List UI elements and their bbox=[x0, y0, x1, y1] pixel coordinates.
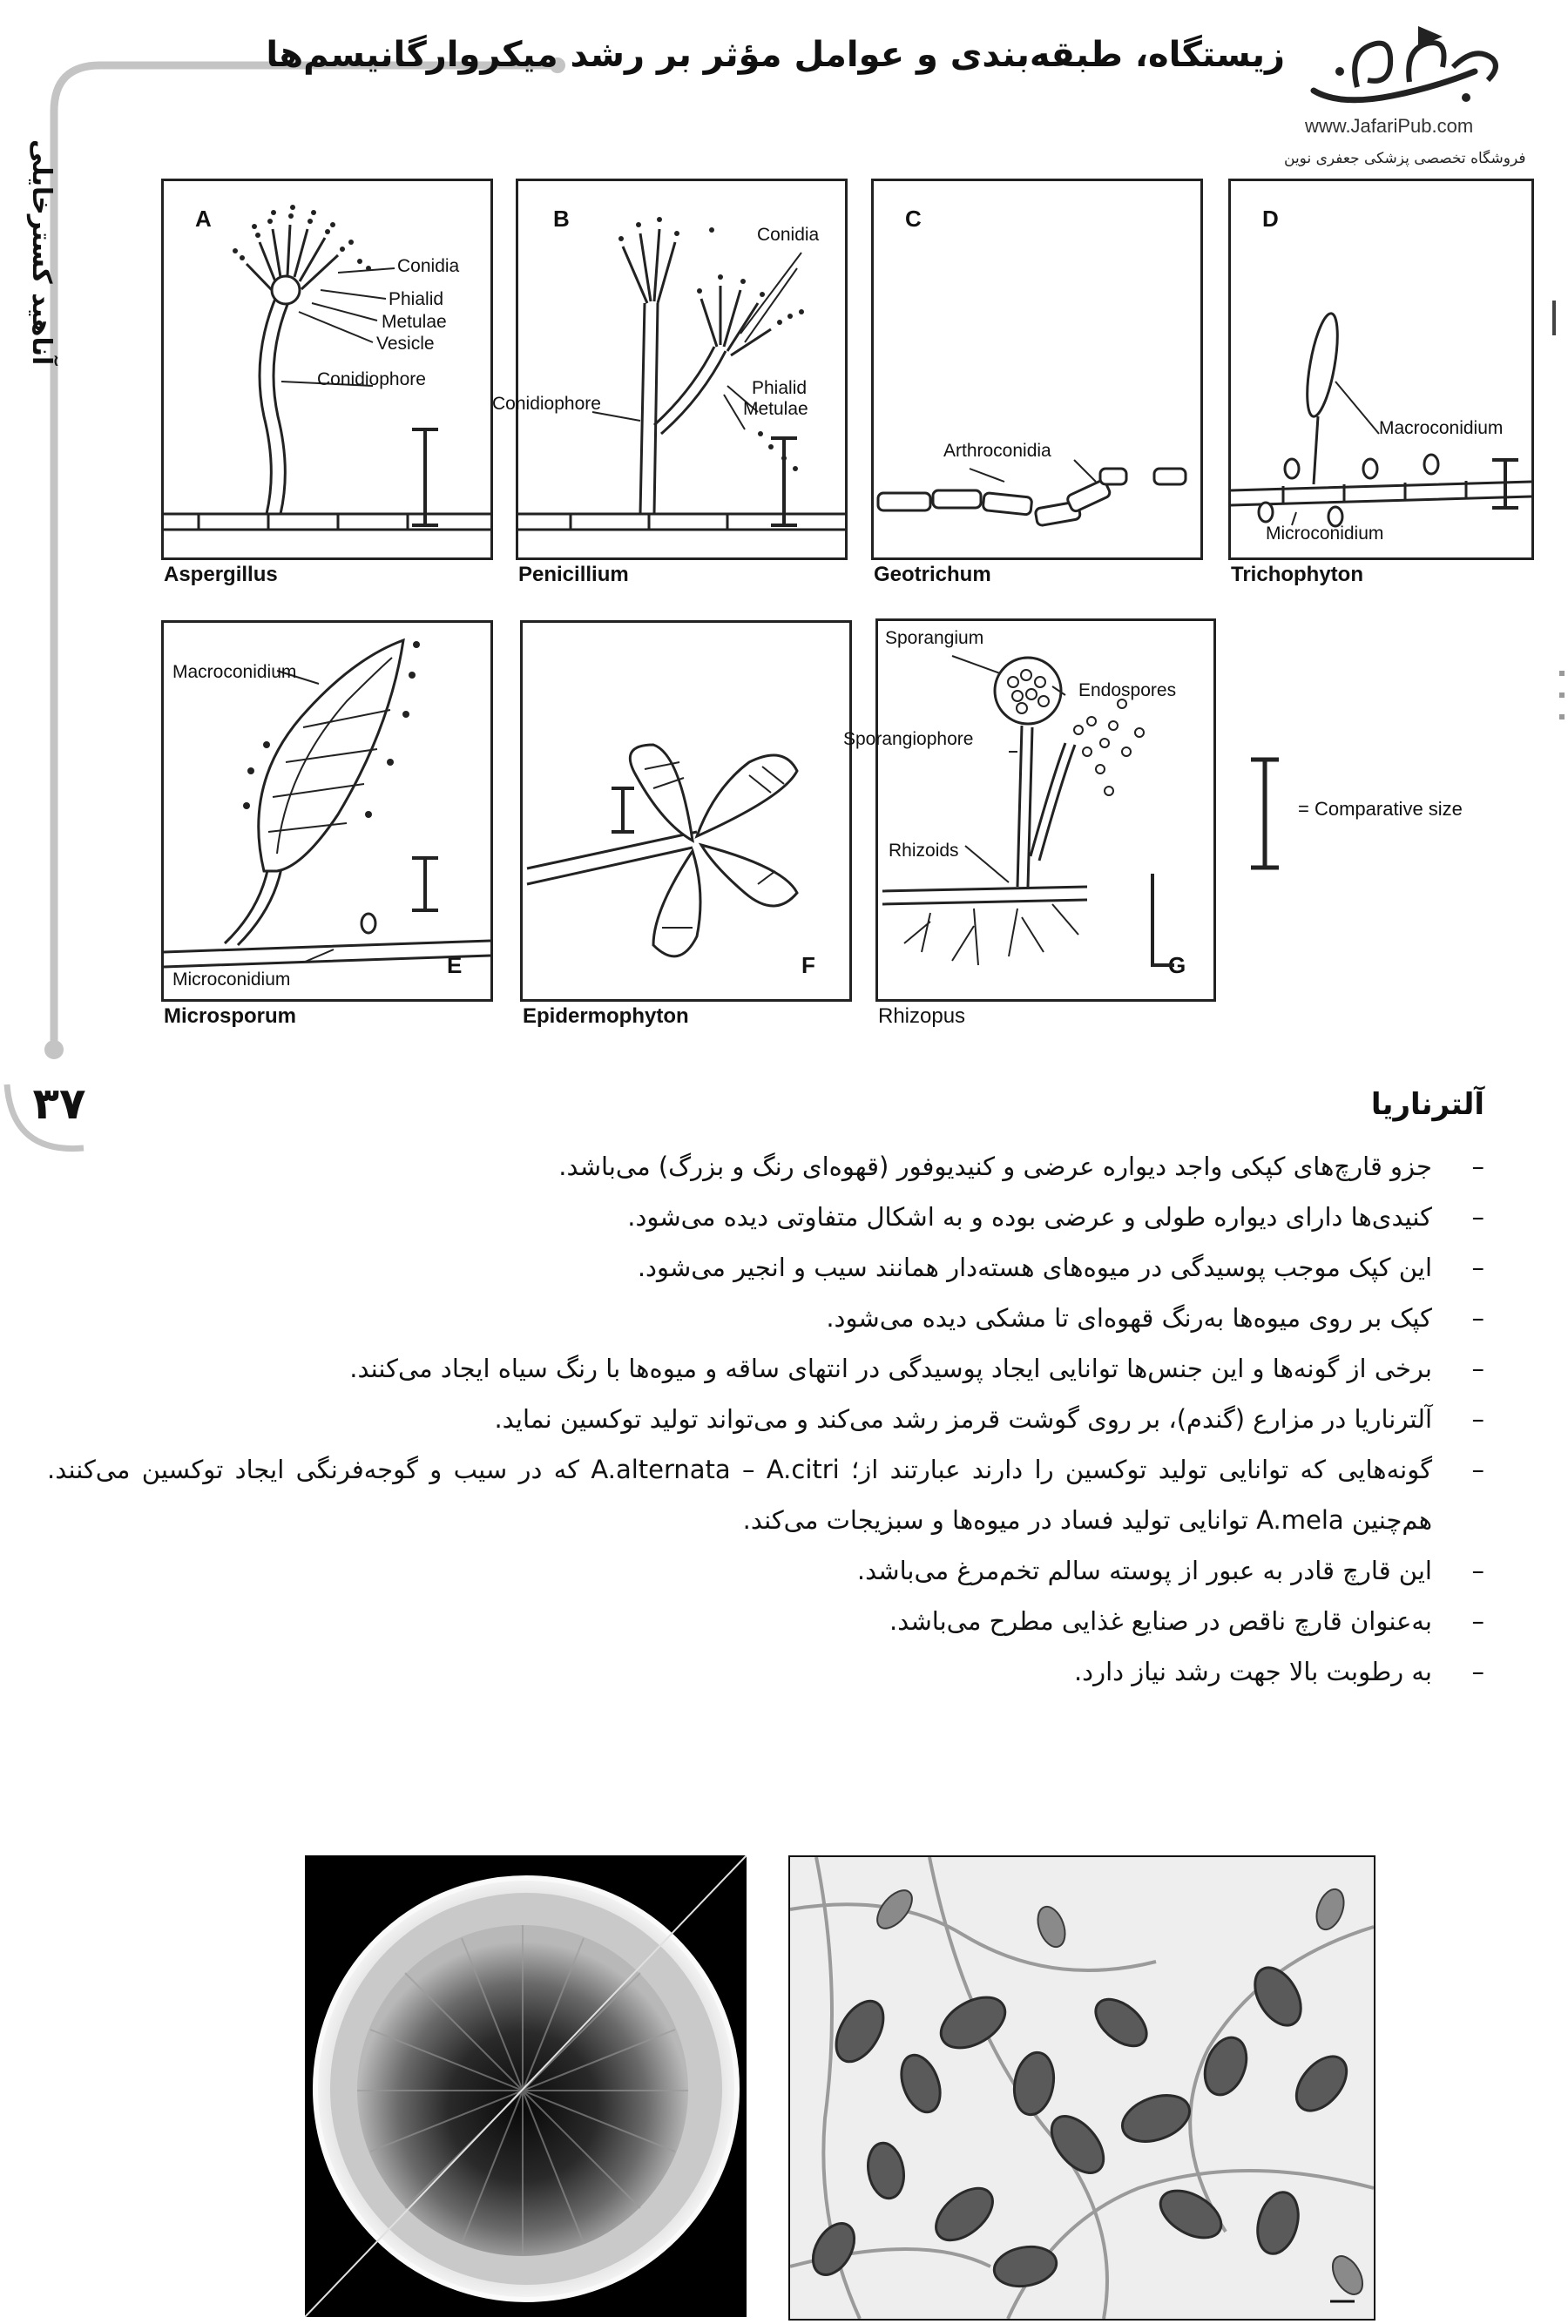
bullet-marker: – bbox=[1471, 1404, 1484, 1434]
bullet-marker: – bbox=[1471, 1556, 1484, 1585]
list-item bbox=[47, 1646, 1484, 1697]
running-header-title: زیستگاه، طبقه‌بندی و عوامل مؤثر بر رشد میکروارگانیسم‌ها bbox=[266, 35, 1285, 75]
label-conidiophore: Conidiophore bbox=[492, 394, 601, 414]
logo-url: www.JafariPub.com bbox=[1305, 115, 1474, 137]
rhizopus-drawing bbox=[878, 621, 1213, 999]
list-item bbox=[47, 1141, 1484, 1192]
list-item bbox=[47, 1444, 1484, 1545]
label-conidiophore: Conidiophore bbox=[317, 369, 426, 389]
bullet-marker: – bbox=[1471, 1253, 1484, 1282]
genus-name: Geotrichum bbox=[874, 563, 991, 586]
bullet-text: کپک بر روی میوه‌ها به‌رنگ قهوه‌ای تا مشکی دیده می‌شود. bbox=[826, 1303, 1432, 1333]
label-arthroconidia: Arthroconidia bbox=[943, 441, 1051, 461]
label-endospores: Endospores bbox=[1078, 680, 1177, 700]
culture-plate-photo bbox=[305, 1855, 747, 2317]
label-metulae: Metulae bbox=[743, 399, 808, 419]
panel-letter: E bbox=[447, 952, 463, 978]
trichophyton-drawing bbox=[1231, 181, 1531, 557]
panel-penicillium bbox=[492, 179, 848, 560]
list-item bbox=[47, 1343, 1484, 1394]
bullet-text: گونه‌هایی که توانایی تولید توکسین را دارند عبارتند از؛ A.alternata – A.citri که در سیب و گوجه‌فرنگی ایجاد توکسین می‌کنند. هم‌چنین A.mela توانایی تولید فساد در میوه‌ها و سبزیجات می‌کند. bbox=[47, 1455, 1432, 1535]
page-number: ۳۷ bbox=[32, 1078, 86, 1129]
bullet-marker: – bbox=[1471, 1455, 1484, 1484]
micrograph-image bbox=[790, 1857, 1374, 2319]
label-sporangium: Sporangium bbox=[885, 628, 984, 648]
label-phialid: Phialid bbox=[752, 378, 808, 398]
geotrichum-drawing bbox=[874, 181, 1200, 557]
label-conidia: Conidia bbox=[397, 256, 460, 276]
label-vesicle: Vesicle bbox=[376, 334, 435, 354]
panel-rhizopus bbox=[843, 618, 1216, 1002]
bullet-marker: – bbox=[1471, 1202, 1484, 1232]
bullet-text: جزو قارچ‌های کپکی واجد دیواره عرضی و کنیدیوفور (قهوه‌ای رنگ و بزرگ) می‌باشد. bbox=[558, 1152, 1432, 1181]
petri-dish-image bbox=[305, 1855, 747, 2317]
panel-letter: F bbox=[801, 952, 815, 978]
logo-tagline: فروشگاه تخصصی پزشکی جعفری نوین bbox=[1284, 150, 1526, 167]
label-macroconidium: Macroconidium bbox=[172, 662, 297, 682]
label-phialid: Phialid bbox=[389, 289, 444, 309]
conidia-micrograph bbox=[788, 1855, 1375, 2321]
list-item bbox=[47, 1596, 1484, 1646]
label-microconidium: Microconidium bbox=[172, 969, 291, 990]
panel-letter: B bbox=[553, 206, 570, 232]
section-heading: آلترناریا bbox=[1370, 1087, 1484, 1122]
panel-microsporum bbox=[161, 620, 493, 1002]
side-author-text: آناهید کسترخایلی bbox=[26, 139, 57, 366]
fungi-morphology-figure bbox=[0, 0, 1568, 1045]
bullet-text: برخی از گونه‌ها و این جنس‌ها توانایی ایجاد پوسیدگی در انتهای ساقه و میوه‌ها با رنگ سیاه ایجاد می‌کنند. bbox=[349, 1354, 1432, 1383]
panel-letter: A bbox=[195, 206, 212, 232]
panel-trichophyton bbox=[1228, 179, 1534, 560]
label-conidia: Conidia bbox=[757, 225, 820, 245]
label-macroconidium: Macroconidium bbox=[1379, 418, 1504, 438]
label-metulae: Metulae bbox=[382, 312, 447, 332]
bullet-text: این قارچ قادر به عبور از پوسته سالم تخم‌مرغ می‌باشد. bbox=[856, 1556, 1432, 1585]
genus-name: Rhizopus bbox=[878, 1004, 966, 1028]
label-rhizoids: Rhizoids bbox=[889, 841, 959, 861]
panel-geotrichum bbox=[871, 179, 1203, 560]
legend-comparative-size: = Comparative size bbox=[1298, 798, 1463, 820]
genus-name: Aspergillus bbox=[164, 563, 278, 586]
bullet-text: کنیدی‌ها دارای دیواره طولی و عرضی بوده و به اشکال متفاوتی دیده می‌شود. bbox=[627, 1202, 1432, 1232]
bullet-marker: – bbox=[1471, 1354, 1484, 1383]
epidermophyton-drawing bbox=[523, 623, 849, 999]
list-item bbox=[47, 1293, 1484, 1343]
panel-letter: C bbox=[905, 206, 922, 232]
bullet-marker: – bbox=[1471, 1152, 1484, 1181]
list-item bbox=[47, 1242, 1484, 1293]
genus-name: Penicillium bbox=[518, 563, 629, 586]
bullet-marker: – bbox=[1471, 1303, 1484, 1333]
list-item bbox=[47, 1394, 1484, 1444]
label-microconidium: Microconidium bbox=[1266, 524, 1384, 544]
bullet-list bbox=[47, 1141, 1484, 1697]
list-item bbox=[47, 1545, 1484, 1596]
list-item bbox=[47, 1192, 1484, 1242]
bullet-marker: – bbox=[1471, 1657, 1484, 1686]
label-sporangiophore: Sporangiophore bbox=[843, 729, 974, 749]
genus-name: Trichophyton bbox=[1231, 563, 1363, 586]
bullet-marker: – bbox=[1471, 1606, 1484, 1636]
size-scale-icon bbox=[1247, 756, 1282, 871]
panel-letter: G bbox=[1168, 952, 1186, 978]
panel-aspergillus bbox=[161, 179, 493, 560]
panel-epidermophyton bbox=[520, 620, 852, 1002]
bullet-text: به‌عنوان قارچ ناقص در صنایع غذایی مطرح می‌باشد. bbox=[889, 1606, 1432, 1636]
bullet-text: آلترناریا در مزارع (گندم)، بر روی گوشت قرمز رشد می‌کند و می‌تواند تولید توکسین نماید. bbox=[494, 1404, 1432, 1434]
genus-name: Microsporum bbox=[164, 1004, 297, 1028]
bullet-text: به رطوبت بالا جهت رشد نیاز دارد. bbox=[1073, 1657, 1432, 1686]
genus-name: Epidermophyton bbox=[523, 1004, 689, 1028]
bullet-text: این کپک موجب پوسیدگی در میوه‌های هسته‌دار همانند سیب و انجیر می‌شود. bbox=[637, 1253, 1432, 1282]
panel-letter: D bbox=[1262, 206, 1279, 232]
